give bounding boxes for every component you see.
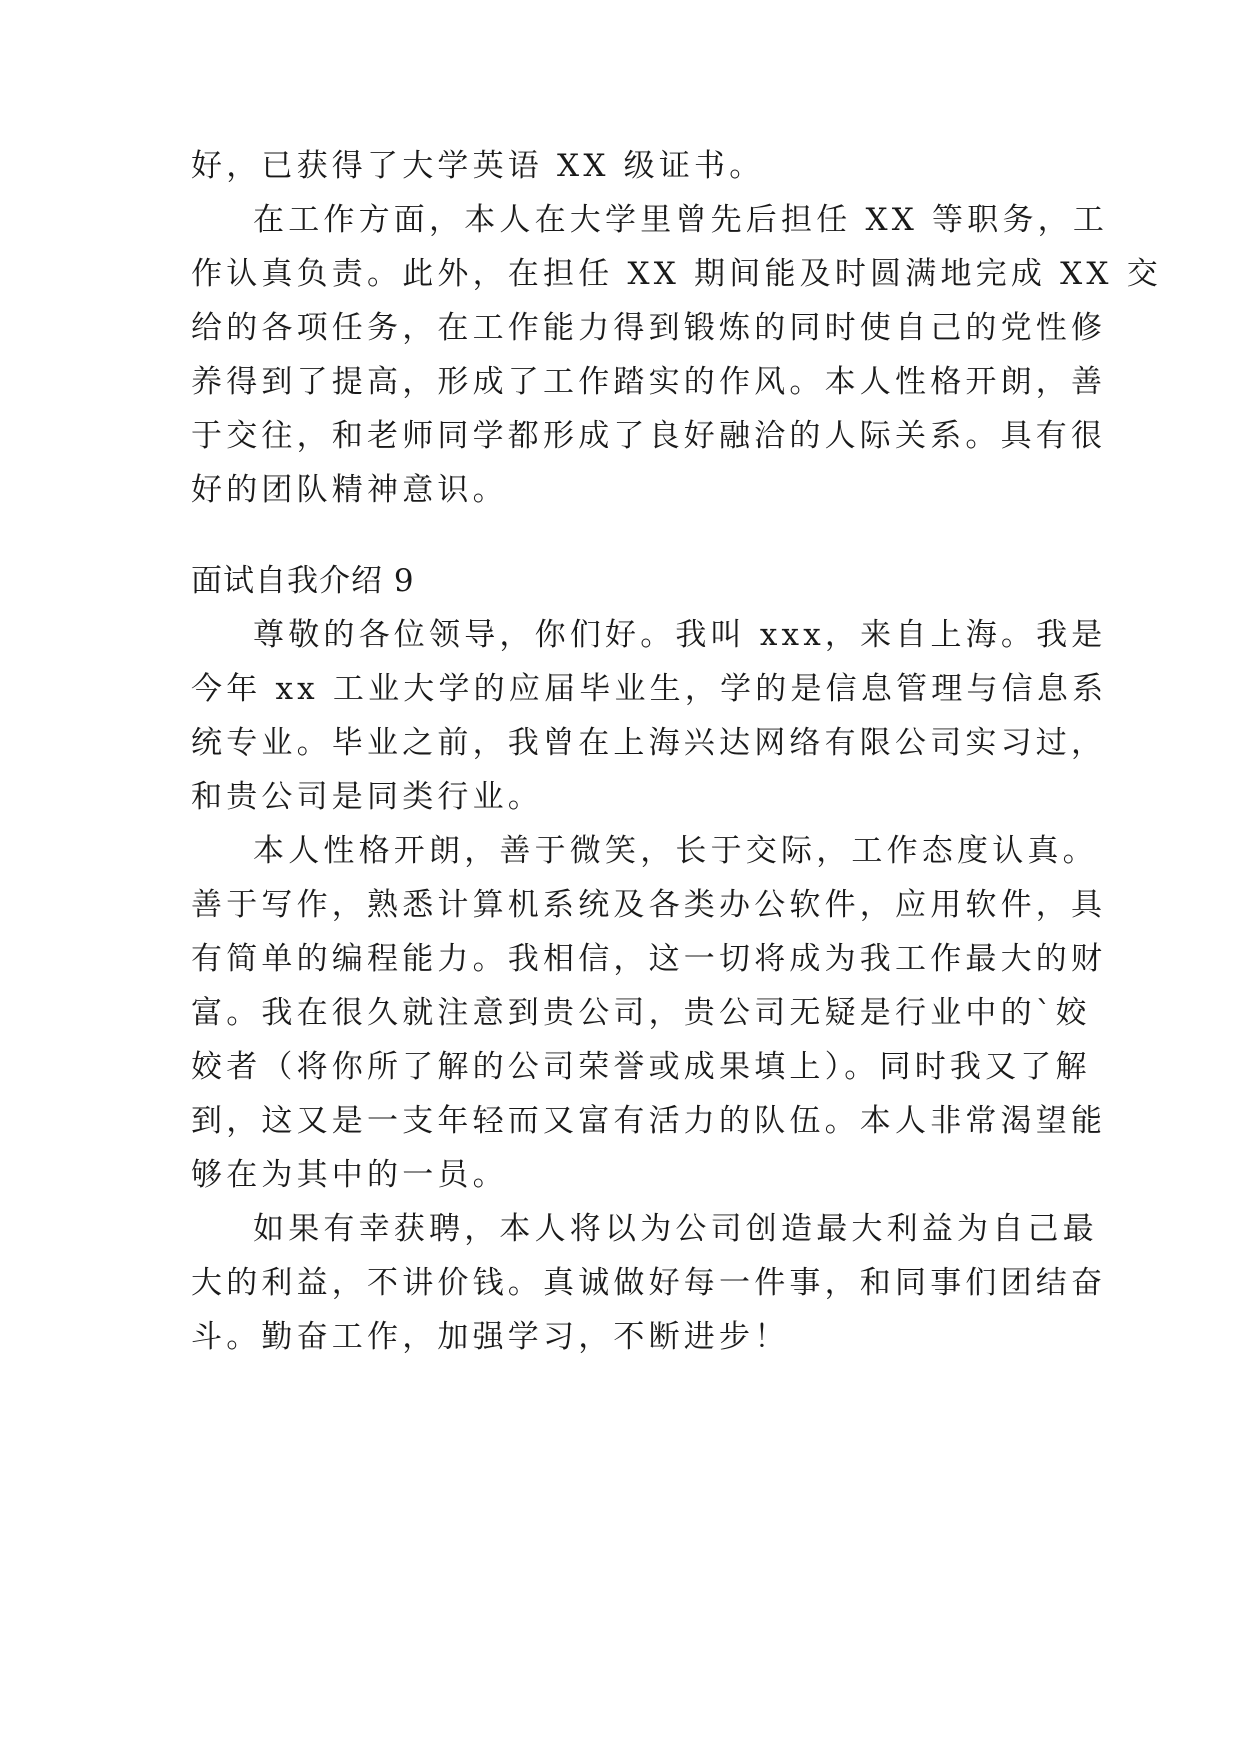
paragraph-line: 作认真负责。此外，在担任 XX 期间能及时圆满地完成 XX 交 xyxy=(191,256,1162,292)
section-heading: 面试自我介绍 9 xyxy=(191,563,415,599)
paragraph-line: 富。我在很久就注意到贵公司，贵公司无疑是行业中的`姣 xyxy=(191,995,1091,1031)
paragraph-line: 统专业。毕业之前，我曾在上海兴达网络有限公司实习过， xyxy=(191,725,1107,761)
paragraph-line: 如果有幸获聘，本人将以为公司创造最大利益为自己最 xyxy=(253,1211,1098,1247)
paragraph-line: 于交往，和老师同学都形成了良好融洽的人际关系。具有很 xyxy=(191,418,1107,454)
paragraph-line: 够在为其中的一员。 xyxy=(191,1157,508,1193)
paragraph-line: 养得到了提高，形成了工作踏实的作风。本人性格开朗，善 xyxy=(191,364,1107,400)
paragraph-line: 本人性格开朗，善于微笑，长于交际，工作态度认真。 xyxy=(253,833,1098,869)
paragraph-line: 在工作方面，本人在大学里曾先后担任 XX 等职务，工 xyxy=(253,202,1109,238)
paragraph-line: 好，已获得了大学英语 XX 级证书。 xyxy=(191,148,765,184)
paragraph-line: 大的利益，不讲价钱。真诚做好每一件事，和同事们团结奋 xyxy=(191,1265,1107,1301)
paragraph-line: 到，这又是一支年轻而又富有活力的队伍。本人非常渴望能 xyxy=(191,1103,1107,1139)
paragraph-line: 给的各项任务，在工作能力得到锻炼的同时使自己的党性修 xyxy=(191,310,1107,346)
paragraph-line: 和贵公司是同类行业。 xyxy=(191,779,543,815)
paragraph-line: 有简单的编程能力。我相信，这一切将成为我工作最大的财 xyxy=(191,941,1107,977)
paragraph-line: 姣者（将你所了解的公司荣誉或成果填上）。同时我又了解 xyxy=(191,1049,1091,1085)
paragraph-line: 尊敬的各位领导，你们好。我叫 xxx，来自上海。我是 xyxy=(253,617,1107,653)
paragraph-line: 好的团队精神意识。 xyxy=(191,472,508,508)
paragraph-line: 善于写作，熟悉计算机系统及各类办公软件，应用软件，具 xyxy=(191,887,1107,923)
paragraph-line: 斗。勤奋工作，加强学习，不断进步！ xyxy=(191,1319,790,1355)
paragraph-line: 今年 xx 工业大学的应届毕业生，学的是信息管理与信息系 xyxy=(191,671,1108,707)
